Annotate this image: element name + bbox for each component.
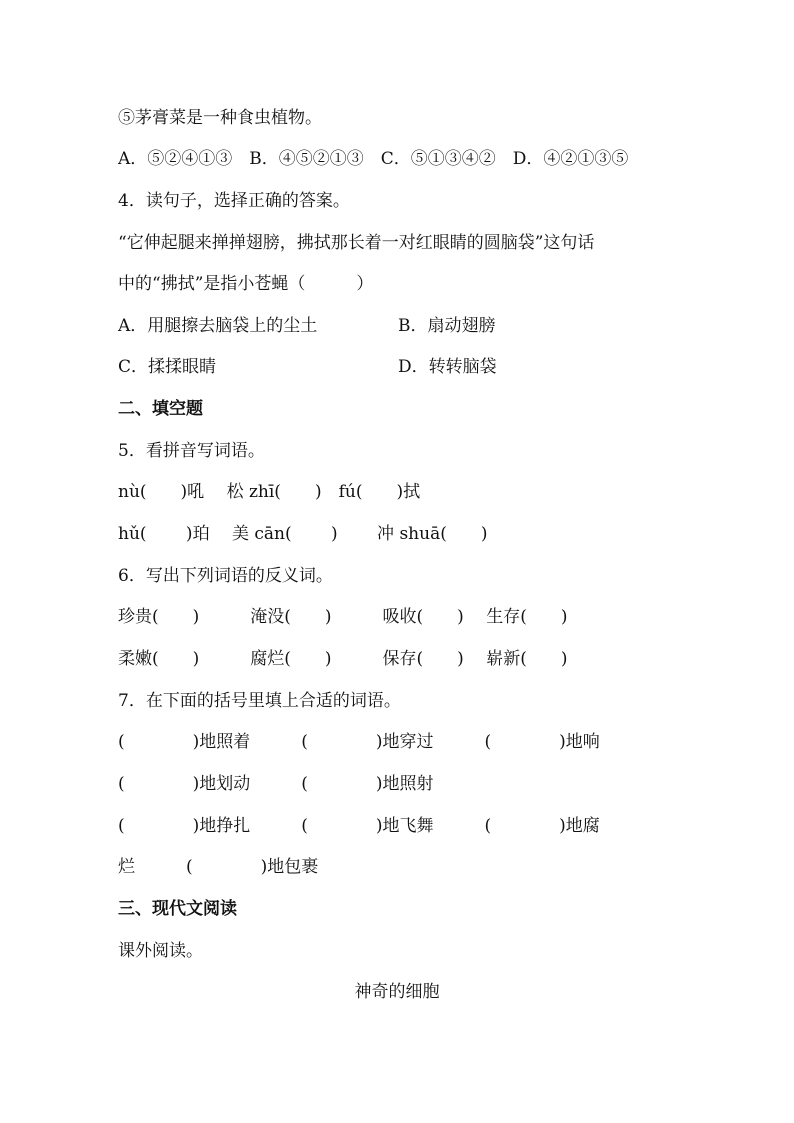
question-5-title: 5．看拼音写词语。 bbox=[118, 441, 265, 461]
pinyin-line-1: nù( )吼 松 zhī( ) fú( )拭 bbox=[118, 482, 421, 502]
choice-d: D．转转脑袋 bbox=[398, 357, 497, 377]
answer-choices-q3: A．⑤②④①③ B．④⑤②①③ C．⑤①③④② D．④②①③⑤ bbox=[118, 149, 629, 169]
choice-c: C．揉揉眼睛 bbox=[118, 357, 217, 377]
question-6-title: 6．写出下列词语的反义词。 bbox=[118, 566, 333, 586]
question-7-title: 7．在下面的括号里填上合适的词语。 bbox=[118, 691, 401, 711]
fill-line-1: ( )地照着 ( )地穿过 ( )地响 bbox=[118, 732, 600, 752]
question-4-sentence: “它伸起腿来掸掸翅膀，拂拭那长着一对红眼睛的圆脑袋”这句话 bbox=[118, 233, 595, 253]
reading-intro: 课外阅读。 bbox=[118, 941, 203, 961]
antonym-line-1: 珍贵( ) 淹没( ) 吸收( ) 生存( ) bbox=[118, 607, 568, 627]
choice-b: B．扇动翅膀 bbox=[398, 316, 496, 336]
question-4-prompt: 中的“拂拭”是指小苍蝇（ ） bbox=[118, 274, 374, 294]
option-line-5: ⑤茅膏菜是一种食虫植物。 bbox=[118, 108, 322, 128]
article-title: 神奇的细胞 bbox=[354, 982, 440, 1002]
fill-line-2: ( )地划动 ( )地照射 bbox=[118, 774, 434, 794]
question-4-title: 4．读句子，选择正确的答案。 bbox=[118, 191, 350, 211]
fill-line-4: 烂 ( )地包裹 bbox=[118, 857, 319, 877]
choice-a: A．用腿擦去脑袋上的尘土 bbox=[118, 316, 318, 336]
fill-line-3: ( )地挣扎 ( )地飞舞 ( )地腐 bbox=[118, 816, 600, 836]
section-3-heading: 三、现代文阅读 bbox=[118, 899, 237, 919]
pinyin-line-2: hǔ( )珀 美 cān( ) 冲 shuā( ) bbox=[118, 524, 488, 544]
section-2-heading: 二、填空题 bbox=[118, 399, 203, 419]
antonym-line-2: 柔嫩( ) 腐烂( ) 保存( ) 崭新( ) bbox=[118, 649, 568, 669]
